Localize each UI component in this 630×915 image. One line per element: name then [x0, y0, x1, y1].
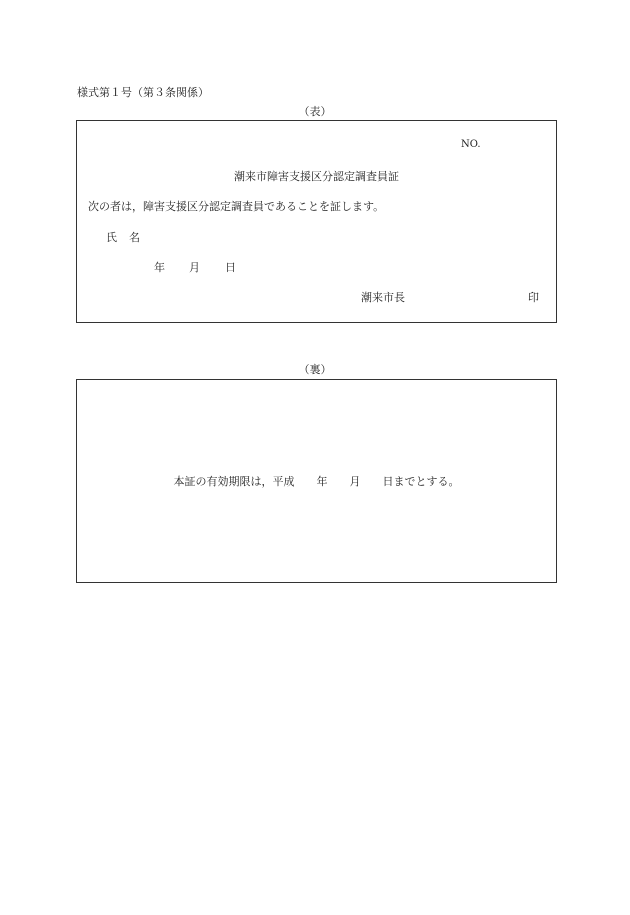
validity-suffix: 日までとする。	[382, 475, 460, 488]
name-label	[106, 232, 140, 243]
date-day-label: 日	[225, 261, 236, 274]
card-title: 潮来市障害支援区分認定調査員証	[234, 170, 399, 183]
date-month-label: 月	[189, 261, 200, 274]
name-label-part-2: 名	[129, 231, 140, 244]
back-card	[76, 379, 557, 583]
validity-prefix: 本証の有効期限は，平成	[173, 475, 295, 488]
front-card	[76, 120, 557, 323]
back-side-label: （裏）	[298, 363, 332, 376]
issuer-name: 潮来市長	[361, 291, 405, 304]
number-label: NO.	[461, 139, 481, 150]
certification-text: 次の者は，障害支援区分認定調査員であることを証します。	[88, 200, 385, 213]
seal-mark: 印	[528, 291, 539, 304]
date-year-label: 年	[154, 261, 165, 274]
front-side-label: （表）	[298, 105, 332, 118]
validity-month: 月	[349, 475, 361, 488]
validity-year: 年	[316, 475, 328, 488]
form-number: 様式第１号（第３条関係）	[77, 86, 209, 99]
validity-text	[77, 476, 556, 487]
name-label-part-1: 氏	[106, 231, 117, 244]
